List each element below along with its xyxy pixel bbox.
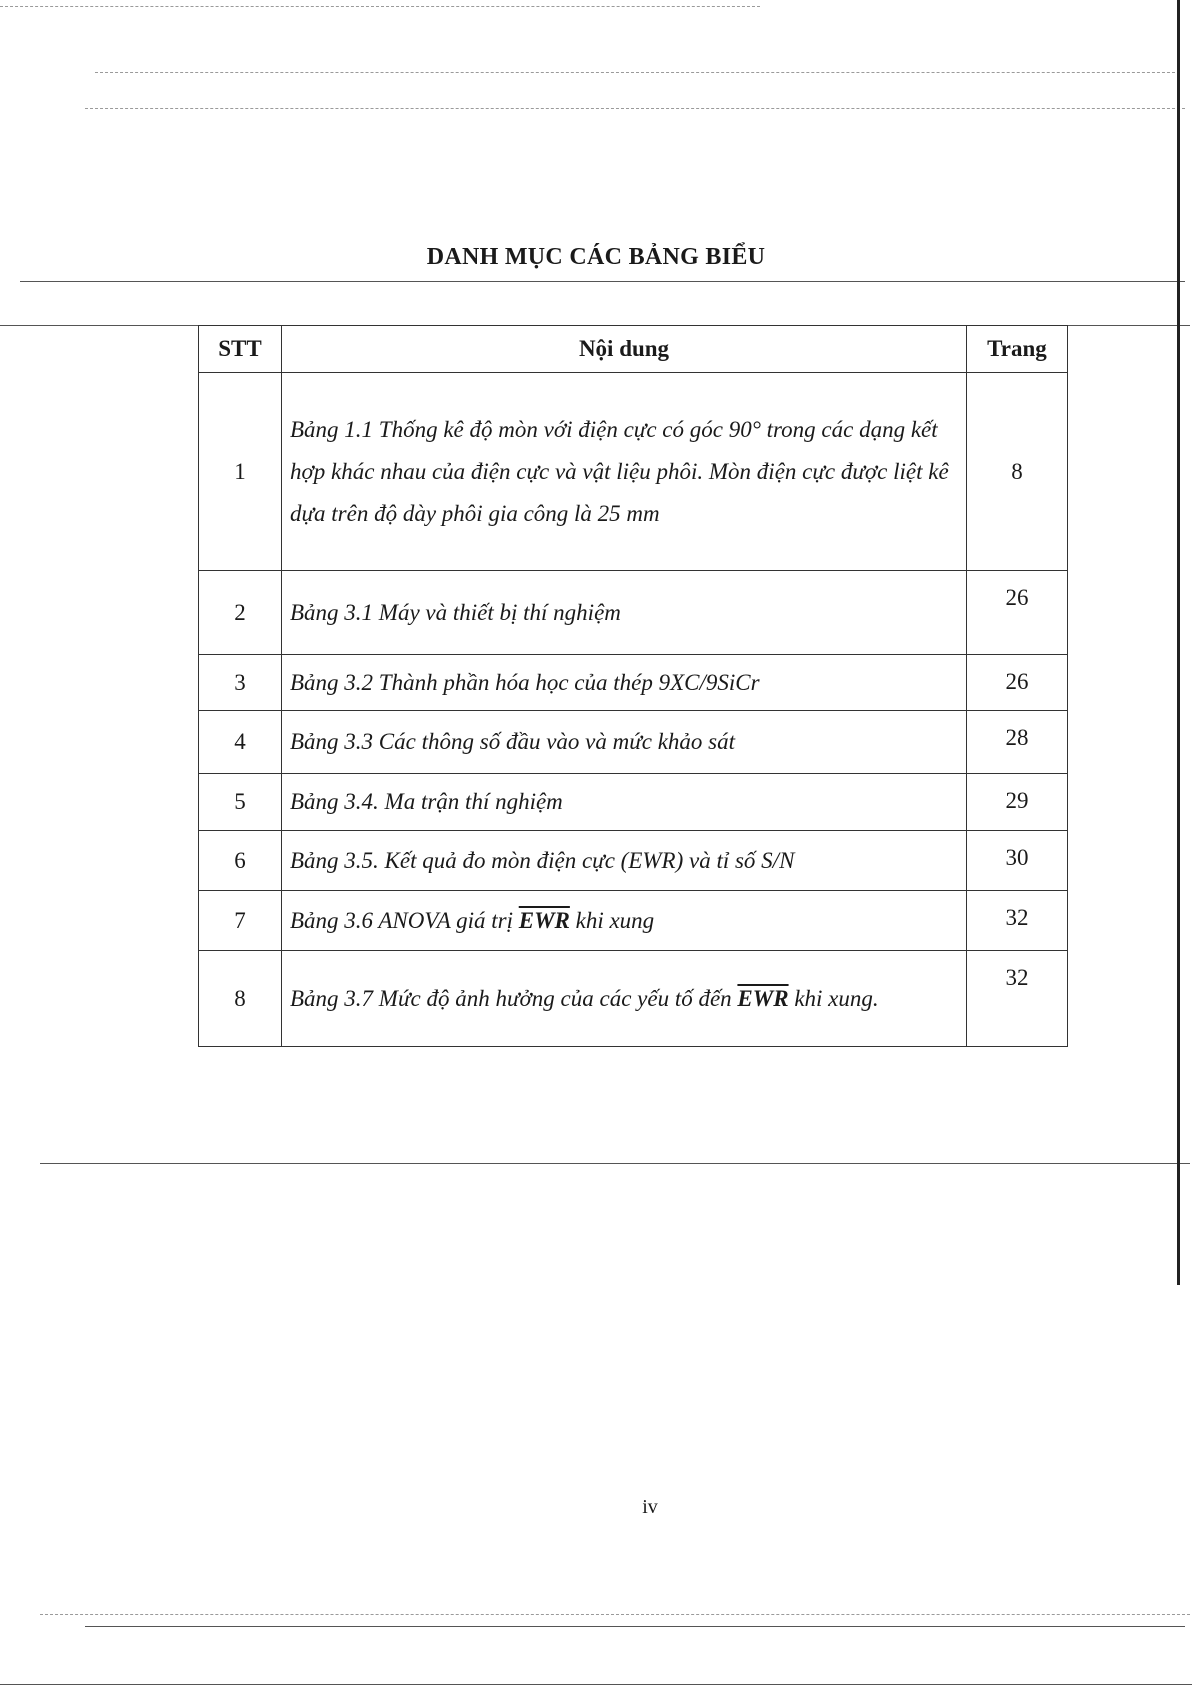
- table-row: [199, 571, 1068, 655]
- scan-artifact-line: [85, 108, 1185, 109]
- row-page: 28: [967, 711, 1068, 774]
- page-number: iv: [642, 1496, 658, 1518]
- row-page: 26: [967, 655, 1068, 711]
- ewr-symbol: $\overline{EWR}$: [737, 985, 789, 1011]
- table-row: [199, 831, 1068, 891]
- table-row: [199, 951, 1068, 1047]
- table-row: [199, 373, 1068, 571]
- scan-artifact-line: [40, 1614, 1190, 1615]
- row-stt: 8: [199, 951, 282, 1047]
- scan-artifact-line: [0, 6, 760, 7]
- row-page: 32: [967, 951, 1068, 1047]
- row-content: [282, 891, 967, 951]
- table-row: [199, 711, 1068, 774]
- row-stt: 2: [199, 571, 282, 655]
- row-stt: 6: [199, 831, 282, 891]
- row-page: 29: [967, 774, 1068, 831]
- row-content: [282, 951, 967, 1047]
- scan-page-edge: [1177, 0, 1180, 1285]
- row-content: Bảng 3.1 Máy và thiết bị thí nghiệm: [282, 571, 967, 655]
- row-content-text: Bảng 3.7 Mức độ ảnh hưởng của các yếu tố đến: [290, 985, 738, 1011]
- table-row: [199, 891, 1068, 951]
- scan-artifact-line: [20, 281, 1185, 282]
- page-title: DANH MỤC CÁC BẢNG BIỂU: [426, 244, 766, 270]
- row-content-text: khi xung.: [788, 985, 879, 1011]
- row-stt: 5: [199, 774, 282, 831]
- row-stt: 3: [199, 655, 282, 711]
- row-content: Bảng 3.2 Thành phần hóa học của thép 9XC/9SiCr: [282, 655, 967, 711]
- scan-artifact-line: [95, 72, 1180, 73]
- row-stt: 4: [199, 711, 282, 774]
- row-content: Bảng 1.1 Thống kê độ mòn với điện cực có góc 90° trong các dạng kết hợp khác nhau của điện cực và vật liệu phôi. Mòn điện cực được liệt kê dựa trên độ dày phôi gia công là 25 mm: [282, 373, 967, 571]
- scan-artifact-line: [85, 1626, 1185, 1627]
- header-content: Nội dung: [282, 326, 967, 373]
- row-page: 30: [967, 831, 1068, 891]
- table-of-tables: [198, 325, 1068, 1047]
- row-content: Bảng 3.5. Kết quả đo mòn điện cực (EWR) và tỉ số S/N: [282, 831, 967, 891]
- row-page: 32: [967, 891, 1068, 951]
- row-content-text: khi xung: [569, 907, 655, 933]
- row-page: 26: [967, 571, 1068, 655]
- row-stt: 1: [199, 373, 282, 571]
- row-content: Bảng 3.4. Ma trận thí nghiệm: [282, 774, 967, 831]
- table-header-row: [199, 326, 1068, 373]
- ewr-symbol: $\overline{EWR}$: [518, 907, 570, 933]
- row-page: 8: [967, 373, 1068, 571]
- table-row: [199, 655, 1068, 711]
- header-stt: STT: [199, 326, 282, 373]
- table-row: [199, 774, 1068, 831]
- row-stt: 7: [199, 891, 282, 951]
- header-page: Trang: [967, 326, 1068, 373]
- row-content-text: Bảng 3.6 ANOVA giá trị: [290, 907, 519, 933]
- scan-artifact-line: [40, 1163, 1190, 1164]
- row-content: Bảng 3.3 Các thông số đầu vào và mức khảo sát: [282, 711, 967, 774]
